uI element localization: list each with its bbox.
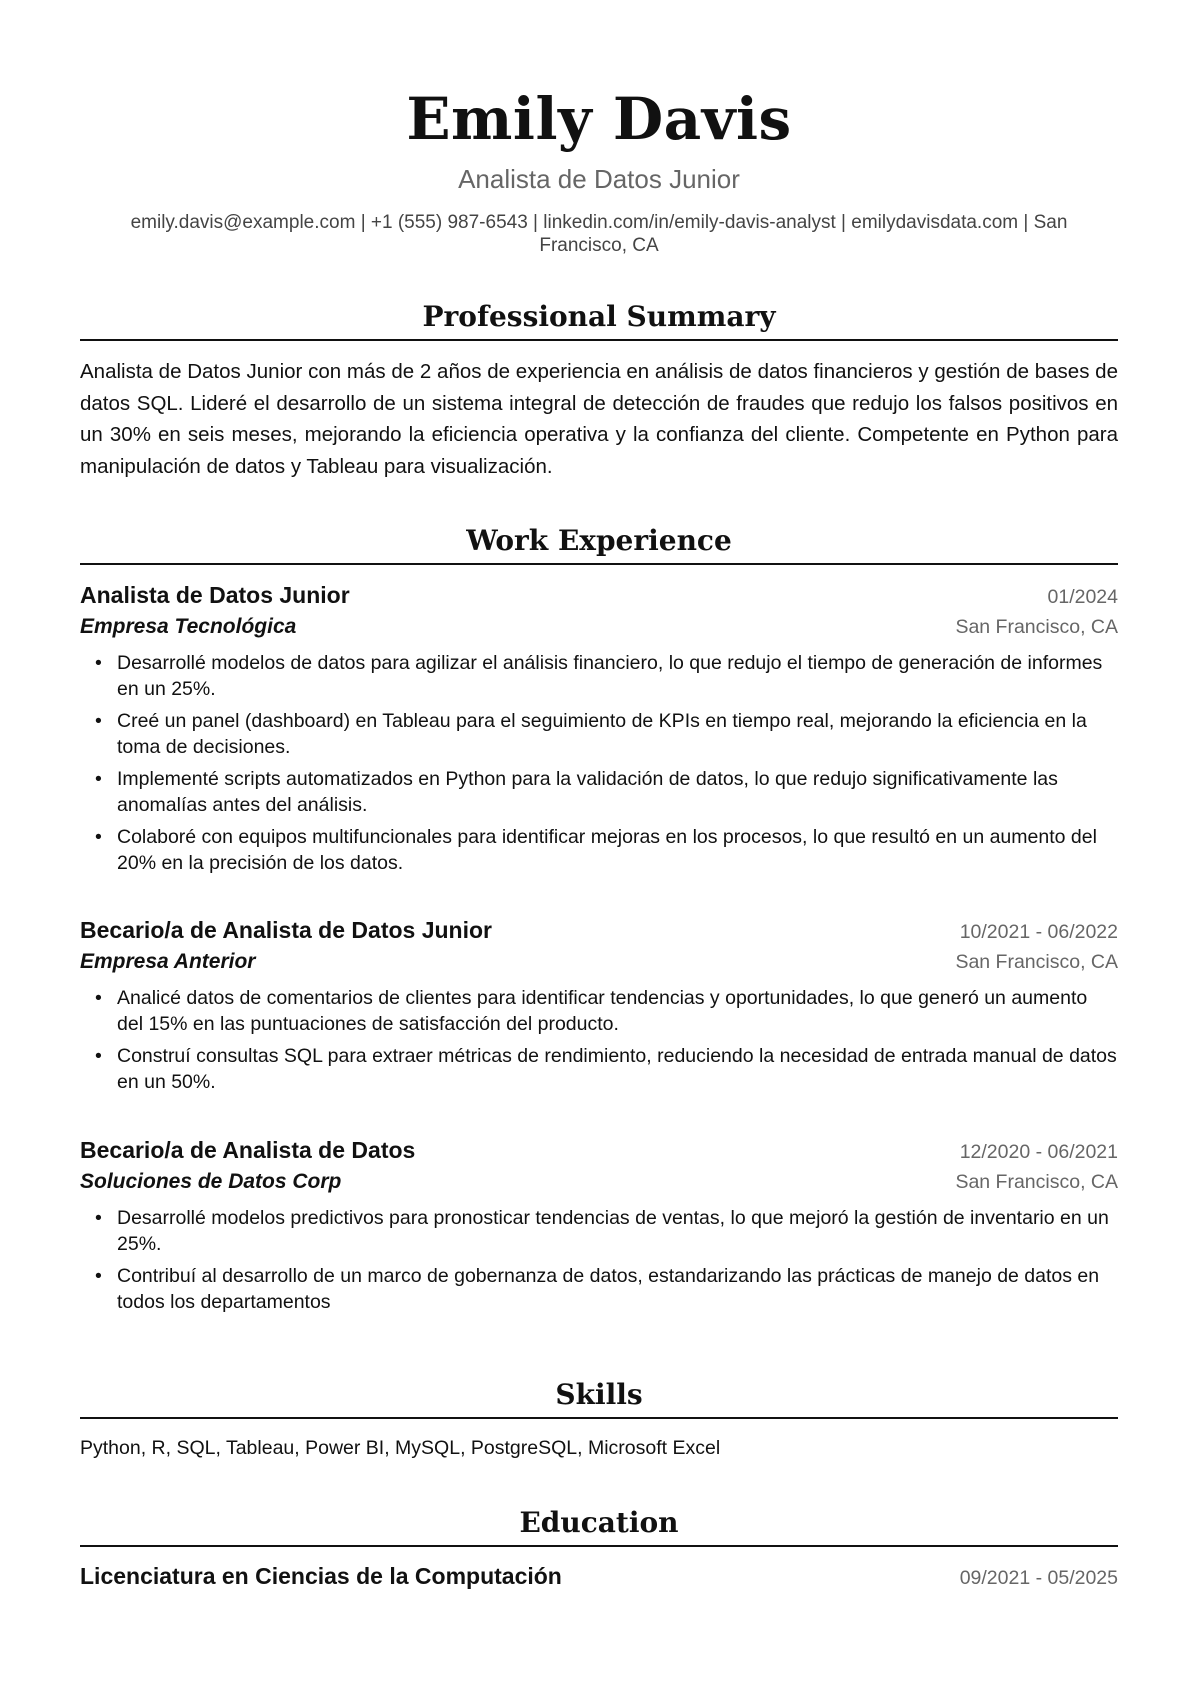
section-title-education: Education [519, 1506, 679, 1539]
job-title: Becario/a de Analista de Datos Junior [80, 917, 492, 943]
job-location: San Francisco, CA [955, 1171, 1118, 1193]
job-date: 10/2021 - 06/2022 [959, 921, 1118, 943]
job-location: San Francisco, CA [955, 616, 1118, 638]
candidate-name: Emily Davis [406, 85, 792, 153]
job-bullets [80, 1205, 1118, 1315]
bullet-item: • Colaboré con equipos multifuncionales para identificar mejoras en los procesos, lo que resultó en un aumento del 20% en la precisión de los datos. [80, 824, 1118, 876]
job-title: Becario/a de Analista de Datos [80, 1137, 416, 1163]
section-divider [80, 1417, 1118, 1419]
bullet-item: • Analicé datos de comentarios de clientes para identificar tendencias y oportunidades, lo que generó un aumento del 15% en las puntuaciones de satisfacción del producto. [80, 985, 1118, 1037]
job-entry [80, 580, 1118, 882]
degree-title: Licenciatura en Ciencias de la Computación [80, 1563, 562, 1589]
candidate-title: Analista de Datos Junior [458, 164, 740, 194]
bullet-item: • Contribuí al desarrollo de un marco de gobernanza de datos, estandarizando las prácticas de manejo de datos en todos los departamentos [80, 1263, 1118, 1315]
job-entry [80, 1135, 1118, 1321]
contact-line: emily.davis@example.com | +1 (555) 987-6543 | linkedin.com/in/emily-davis-analyst | emilydavisdata.com | San Francisco, CA [130, 212, 1068, 256]
bullet-item: • Desarrollé modelos de datos para agilizar el análisis financiero, lo que redujo el tiempo de generación de informes en un 25%. [80, 650, 1118, 702]
section-divider [80, 563, 1118, 565]
section-title-summary: Professional Summary [422, 300, 776, 333]
education-entry [80, 1561, 1118, 1593]
section-title-skills: Skills [555, 1378, 643, 1411]
job-bullets [80, 985, 1118, 1095]
education-date: 09/2021 - 05/2025 [959, 1567, 1118, 1589]
bullet-item: • Creé un panel (dashboard) en Tableau para el seguimiento de KPIs en tiempo real, mejorando la eficiencia en la toma de decisiones. [80, 708, 1118, 760]
job-entry [80, 915, 1118, 1101]
job-bullets [80, 650, 1118, 876]
job-date: 01/2024 [1047, 586, 1118, 608]
section-divider [80, 1545, 1118, 1547]
job-title: Analista de Datos Junior [80, 582, 350, 608]
job-date: 12/2020 - 06/2021 [959, 1141, 1118, 1163]
skills-list: Python, R, SQL, Tableau, Power BI, MySQL, PostgreSQL, Microsoft Excel [80, 1437, 721, 1459]
section-title-experience: Work Experience [466, 524, 732, 557]
job-location: San Francisco, CA [955, 951, 1118, 973]
bullet-item: • Desarrollé modelos predictivos para pronosticar tendencias de ventas, lo que mejoró la gestión de inventario en un 25%. [80, 1205, 1118, 1257]
company-name: Empresa Tecnológica [80, 615, 297, 638]
company-name: Soluciones de Datos Corp [80, 1170, 342, 1193]
section-divider [80, 339, 1118, 341]
bullet-item: • Construí consultas SQL para extraer métricas de rendimiento, reduciendo la necesidad de entrada manual de datos en un 50%. [80, 1043, 1118, 1095]
summary-text: Analista de Datos Junior con más de 2 años de experiencia en análisis de datos financieros y gestión de bases de datos SQL. Lideré el desarrollo de un sistema integral de detección de fraudes que redujo los falsos positivos en un 30% en seis meses, mejorando la eficiencia operativa y la confianza del cliente. Competente en Python para manipulación de datos y Tableau para visualización. [80, 360, 1118, 478]
bullet-item: • Implementé scripts automatizados en Python para la validación de datos, lo que redujo significativamente las anomalías antes del análisis. [80, 766, 1118, 818]
company-name: Empresa Anterior [80, 950, 256, 973]
